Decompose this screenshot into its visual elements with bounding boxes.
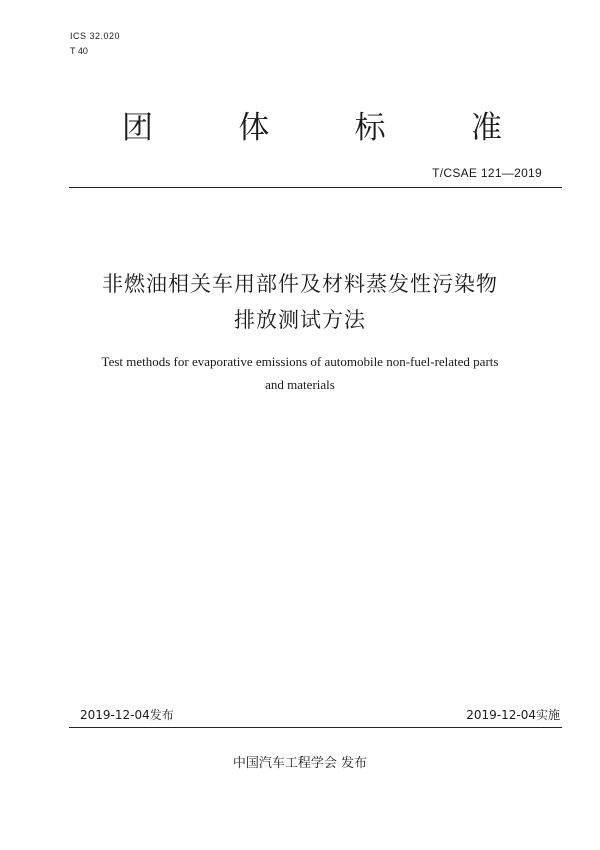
english-title xyxy=(0,350,600,396)
implementation-date: 2019-12-04实施 xyxy=(466,708,560,722)
standard-type-char: 标 xyxy=(354,110,386,146)
issue-date: 2019-12-04发布 xyxy=(80,708,174,722)
english-title-line: and materials xyxy=(265,377,335,392)
chinese-title xyxy=(0,266,600,338)
standard-type xyxy=(122,108,502,148)
top-divider xyxy=(69,187,562,188)
bottom-divider xyxy=(69,727,562,728)
standard-type-char: 体 xyxy=(238,110,270,146)
classification-code: T 40 xyxy=(70,46,88,56)
chinese-title-line: 排放测试方法 xyxy=(234,308,366,332)
english-title-line: Test methods for evaporative emissions of automobile non-fuel-related parts xyxy=(101,354,499,369)
standard-number: T/CSAE 121—2019 xyxy=(432,166,542,180)
publisher: 中国汽车工程学会 发布 xyxy=(232,756,368,771)
standard-type-char: 团 xyxy=(122,110,153,146)
ics-code: ICS 32.020 xyxy=(70,31,121,41)
standard-type-char: 准 xyxy=(470,110,502,146)
chinese-title-line: 非燃油相关车用部件及材料蒸发性污染物 xyxy=(102,272,498,296)
